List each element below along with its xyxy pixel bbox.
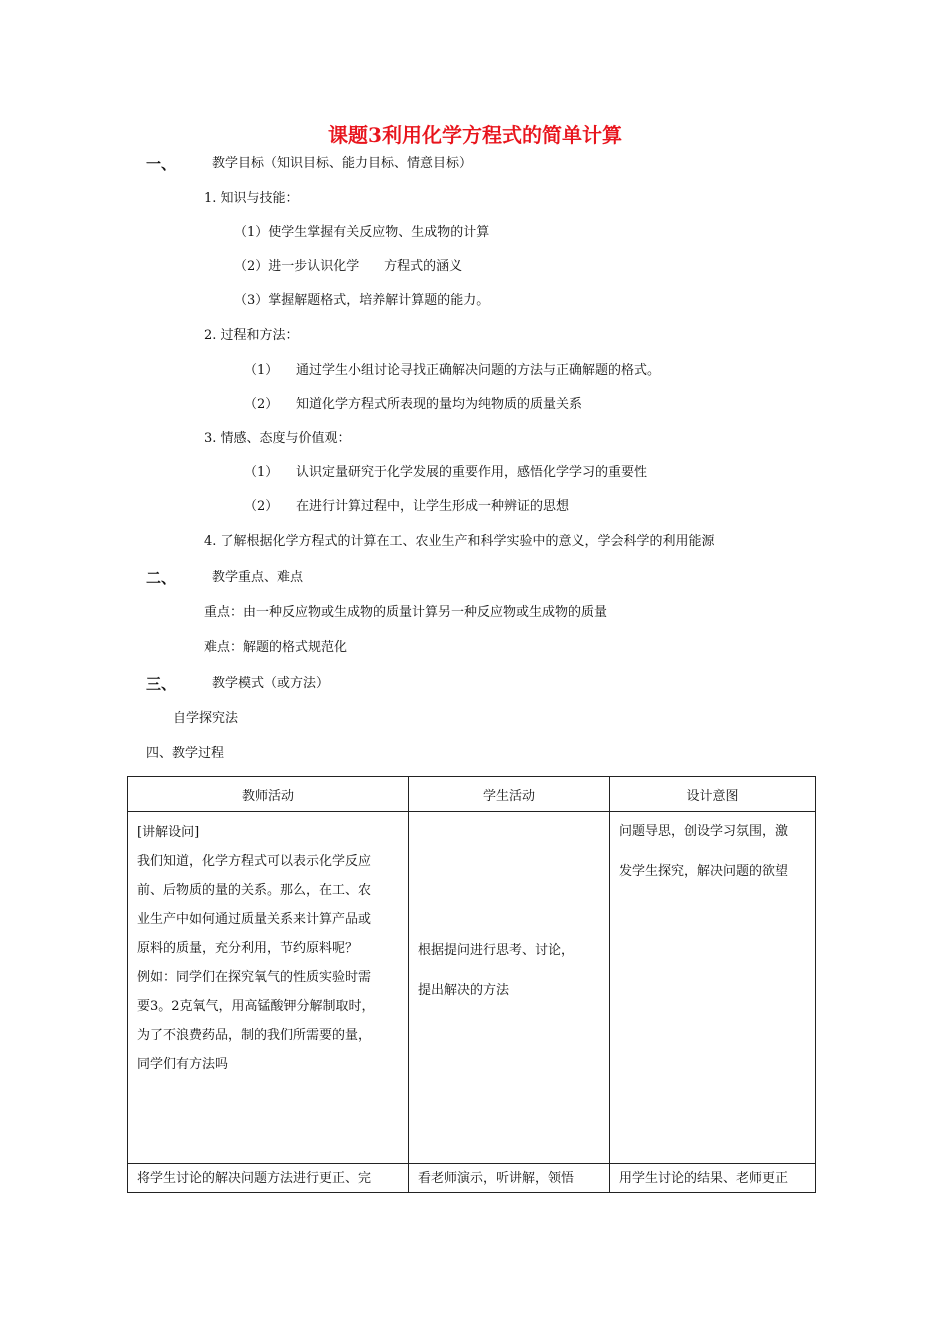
objective-3-1-number: （1）: [244, 465, 279, 480]
objective-2: 2. 过程和方法：: [204, 328, 299, 343]
objective-1: 1. 知识与技能：: [204, 191, 299, 206]
section-3-heading: 教学模式（或方法）: [212, 676, 330, 691]
objective-1-3: （3）掌握解题格式，培养解计算题的能力。: [234, 293, 490, 308]
teacher-line-5: 原料的质量，充分利用，节约原料呢？: [137, 941, 359, 956]
intent-line-2: 发学生探究，解决问题的欲望: [619, 864, 789, 879]
student-line-1: 根据提问进行思考、讨论，: [418, 942, 575, 958]
objective-4: 4. 了解根据化学方程式的计算在工、农业生产和科学实验中的意义，学会科学的利用能源: [204, 534, 715, 549]
objective-2-2-text: 知道化学方程式所表现的量均为纯物质的质量关系: [296, 397, 583, 412]
teacher-activity-text-2: 将学生讨论的解决问题方法进行更正、完: [137, 1171, 372, 1186]
teacher-activity-cell: [128, 812, 409, 1164]
table-row: [128, 812, 816, 1164]
objective-2-1-text: 通过学生小组讨论寻找正确解决问题的方法与正确解题的格式。: [296, 363, 661, 378]
objective-2-2-number: （2）: [244, 397, 279, 412]
header-student-activity: 学生活动: [409, 777, 610, 812]
document-title: 课题3利用化学方程式的简单计算: [328, 123, 622, 147]
section-2-number: 二、: [146, 569, 177, 587]
teacher-line-2: 我们知道，化学方程式可以表示化学反应: [137, 854, 372, 869]
objective-3-2-number: （2）: [244, 499, 279, 514]
intent-line-1: 问题导思，创设学习氛围，激: [619, 824, 789, 839]
objective-1-2: （2）进一步认识化学 方程式的涵义: [234, 259, 463, 274]
key-point: 重点：由一种反应物或生成物的质量计算另一种反应物或生成物的质量: [204, 605, 608, 620]
student-activity-text-2: 看老师演示，听讲解，领悟: [418, 1171, 575, 1186]
teaching-method: 自学探究法: [173, 711, 239, 726]
objective-3-2-text: 在进行计算过程中，让学生形成一种辨证的思想: [296, 499, 570, 514]
teacher-line-7: 要3。2克氧气，用高锰酸钾分解制取时，: [137, 999, 375, 1014]
teacher-line-6: 例如：同学们在探究氧气的性质实验时需: [137, 970, 372, 985]
header-design-intent: 设计意图: [610, 777, 816, 812]
student-activity-cell: [409, 812, 610, 1164]
section-1-number: 一、: [146, 155, 177, 173]
section-4-heading: 四、教学过程: [146, 746, 225, 761]
student-activity-cell-2: [409, 1164, 610, 1193]
table-header-row: [128, 777, 816, 812]
teacher-line-1: [讲解设问]: [137, 825, 200, 840]
teacher-activity-cell-2: [128, 1164, 409, 1193]
objective-1-1: （1）使学生掌握有关反应物、生成物的计算: [234, 225, 490, 240]
header-teacher-activity: 教师活动: [128, 777, 409, 812]
teacher-line-8: 为了不浪费药品，制的我们所需要的量，: [137, 1028, 372, 1043]
teacher-line-3: 前、后物质的量的关系。那么，在工、农: [137, 883, 372, 898]
objective-2-1-number: （1）: [244, 363, 279, 378]
teacher-line-9: 同学们有方法吗: [137, 1057, 229, 1072]
design-intent-cell-2: [610, 1164, 816, 1193]
student-line-2: 提出解决的方法: [418, 982, 510, 998]
difficult-point: 难点：解题的格式规范化: [204, 640, 348, 655]
section-2-heading: 教学重点、难点: [212, 570, 304, 585]
section-1-heading: 教学目标（知识目标、能力目标、情意目标）: [212, 156, 473, 171]
teaching-process-table: [127, 776, 816, 1193]
objective-3: 3. 情感、态度与价值观：: [204, 431, 351, 446]
design-intent-cell: [610, 812, 816, 1164]
table-row: [128, 1164, 816, 1193]
teacher-line-4: 业生产中如何通过质量关系来计算产品或: [137, 912, 372, 927]
section-3-number: 三、: [146, 675, 177, 693]
objective-3-1-text: 认识定量研究于化学发展的重要作用，感悟化学学习的重要性: [296, 465, 648, 480]
design-intent-text-2: 用学生讨论的结果、老师更正: [619, 1171, 789, 1186]
